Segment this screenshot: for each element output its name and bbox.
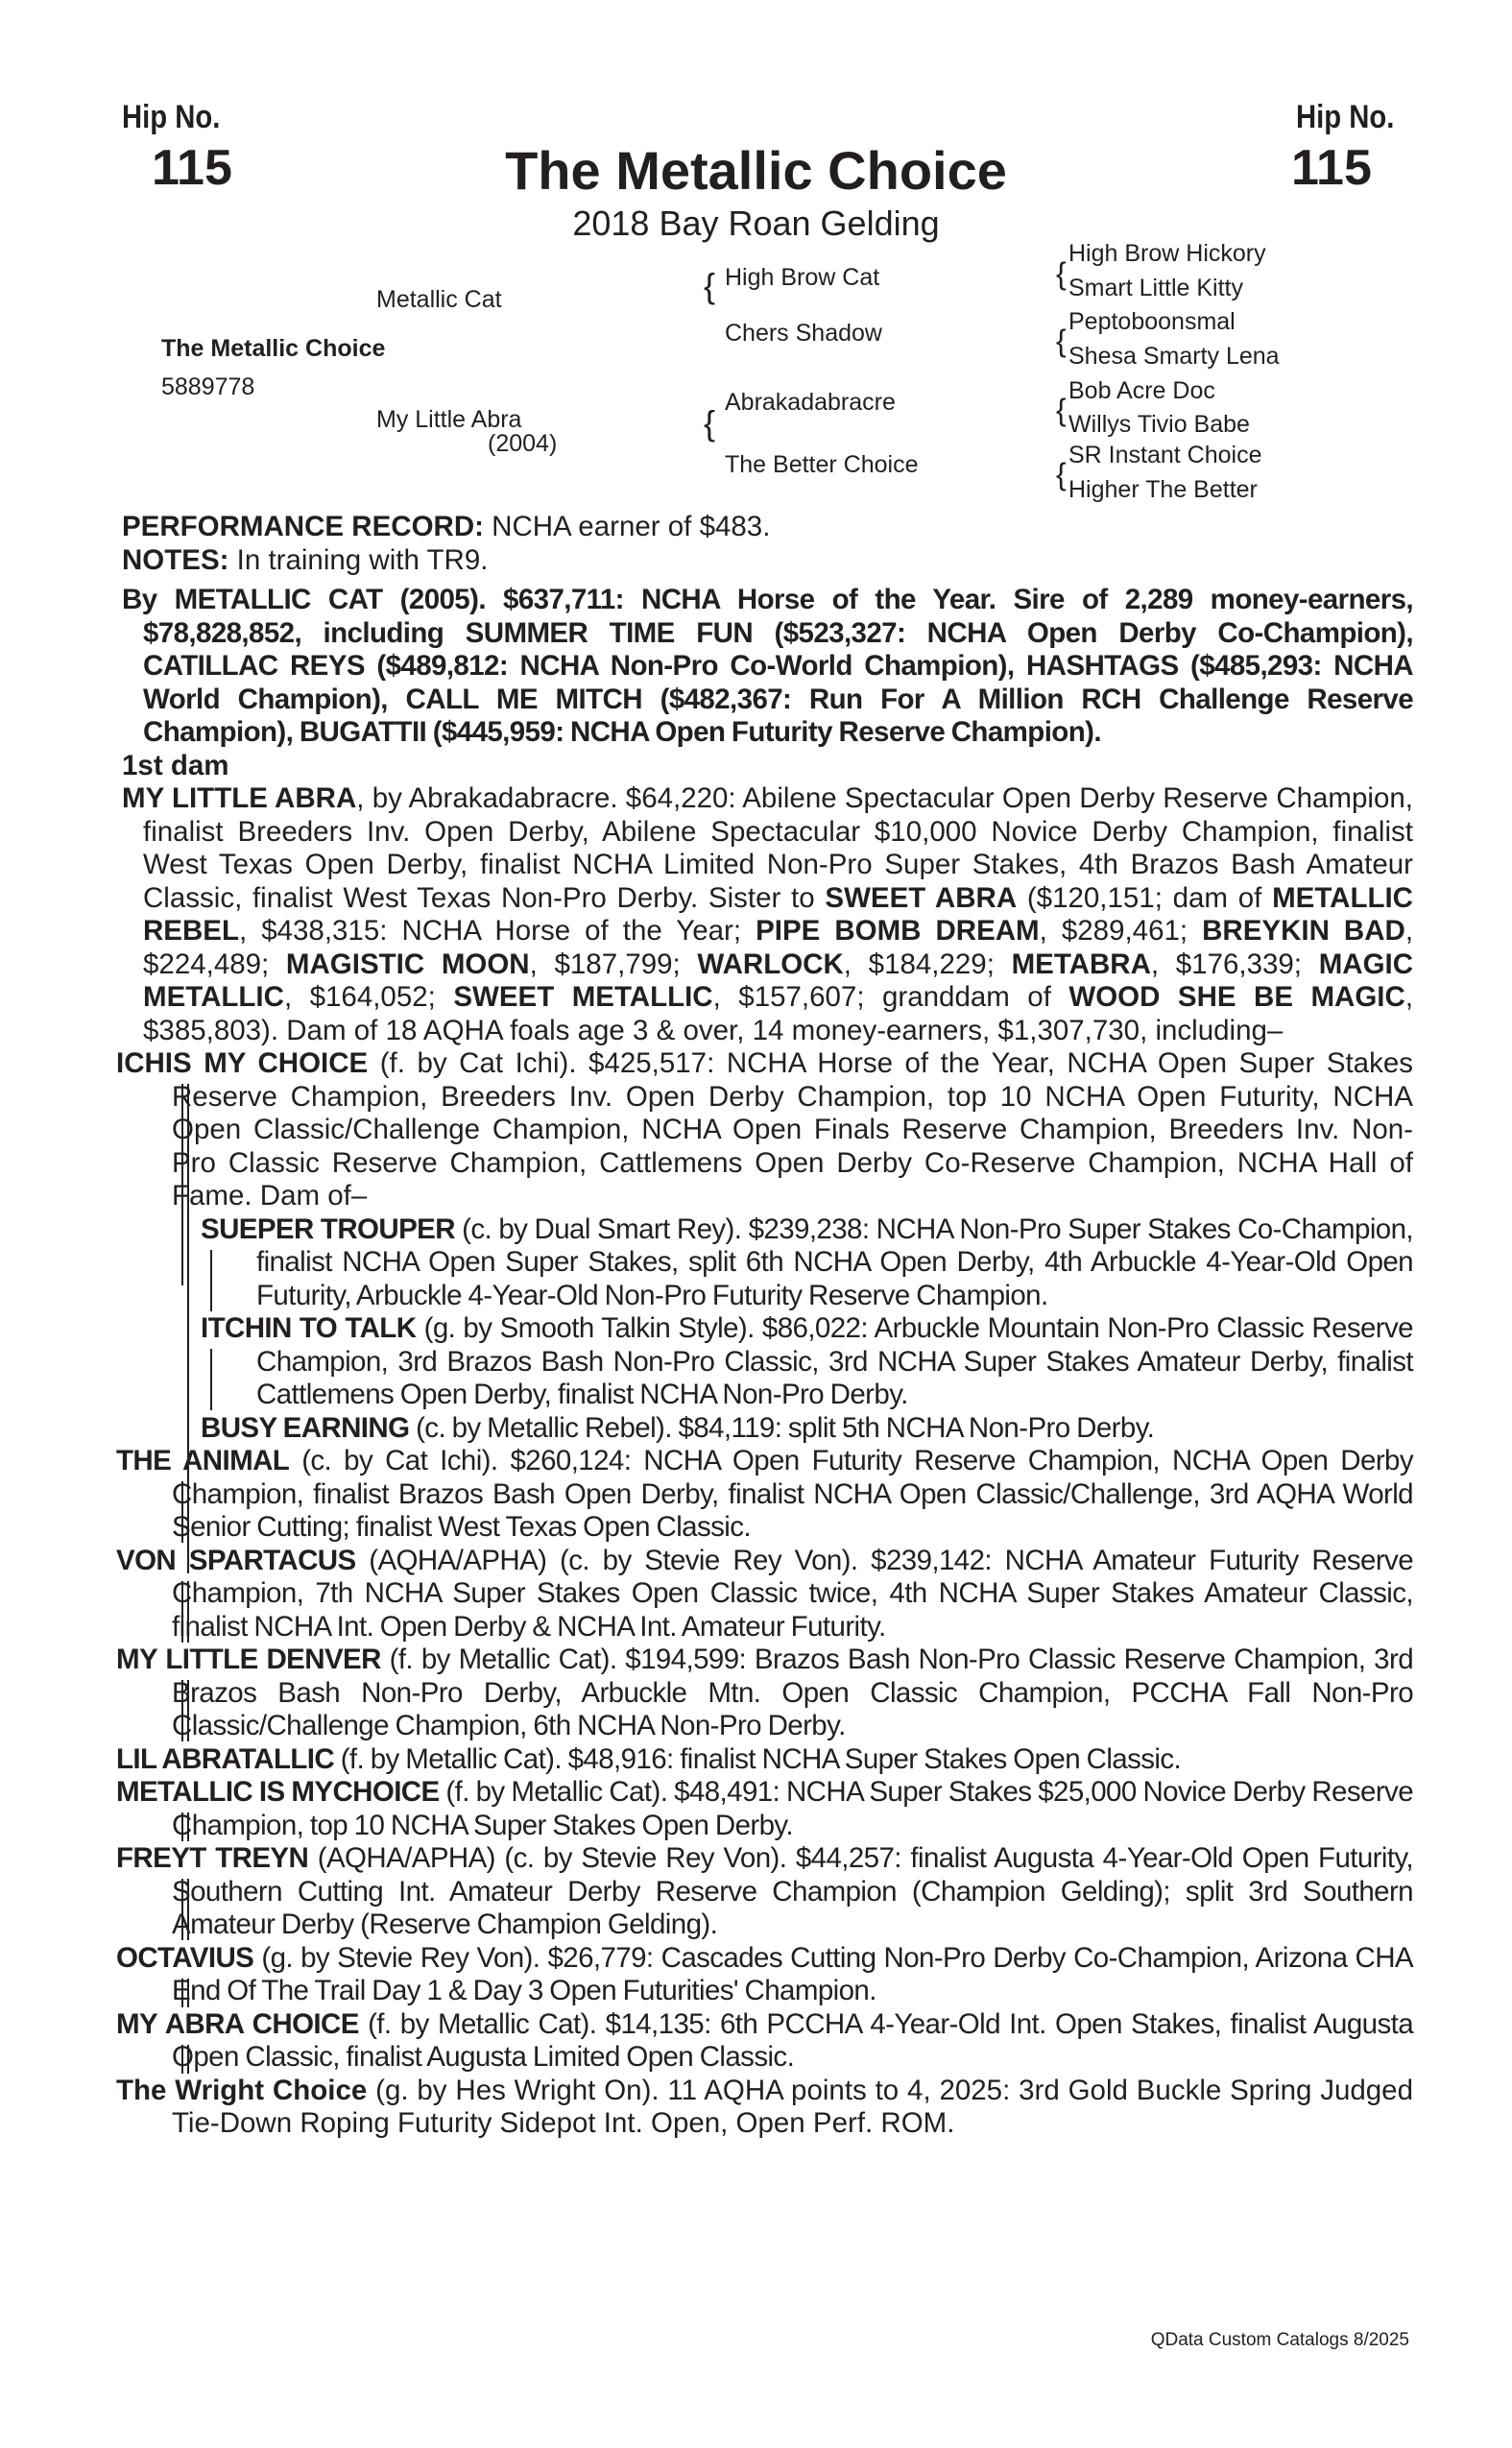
produce-item xyxy=(116,2007,1413,2075)
sibling-name: METALLIC REBEL xyxy=(143,881,1413,947)
pedigree-horse: The Metallic Choice xyxy=(161,335,386,362)
grand-produce-item xyxy=(201,1412,1413,1446)
sibling-name: SWEET ABRA xyxy=(825,881,1018,914)
notes-text: In training with TR9. xyxy=(228,543,489,576)
performance-text: NCHA earner of $483. xyxy=(483,511,771,542)
footer-credit: QData Custom Catalogs 8/2025 xyxy=(1150,2330,1409,2350)
produce-item xyxy=(116,1644,1414,1743)
grand-produce-item xyxy=(201,1213,1413,1313)
first-dam-text: , $187,799; xyxy=(529,948,698,980)
grand-produce-name: BUSY EARNING xyxy=(201,1411,410,1444)
produce-text: (g. by Hes Wright On). 11 AQHA points to 4, 2025: 3rd Gold Buckle Spring Judged Tie-Down Roping Futurity Sidepot Int. Open, Open Perf. ROM. xyxy=(172,2074,1413,2139)
produce-bar xyxy=(181,1581,183,1643)
produce-name: MY LITTLE DENVER xyxy=(116,1644,381,1675)
sibling-name: SWEET METALLIC xyxy=(453,981,713,1013)
sibling-name: WOOD SHE BE MAGIC xyxy=(1068,981,1405,1013)
sibling-name: METABRA xyxy=(1011,948,1151,980)
produce-item xyxy=(116,1941,1413,2008)
produce-name: OCTAVIUS xyxy=(116,1941,254,1974)
produce-name: ICHIS MY CHOICE xyxy=(116,1047,369,1079)
produce-item xyxy=(116,1842,1413,1942)
pedigree-sire-sire: High Brow Cat xyxy=(725,264,880,291)
first-dam-text: , $224,489; xyxy=(143,915,1414,980)
pedigree-g7: SR Instant Choice xyxy=(1068,442,1262,468)
grand-produce-bar xyxy=(210,1349,212,1410)
first-dam-paragraph xyxy=(122,782,1413,1047)
performance-record xyxy=(122,511,1413,544)
grand-produce-list xyxy=(172,1213,1413,1446)
first-dam-text: , $157,607; granddam of xyxy=(712,981,1069,1013)
first-dam-text: , $289,461; xyxy=(1039,915,1203,947)
hip-number-right: 115 xyxy=(1291,140,1372,196)
pedigree-dam: My Little Abra xyxy=(376,406,522,433)
produce-bar xyxy=(181,1979,183,2007)
first-dam-text: , $164,052; xyxy=(283,981,454,1013)
grand-produce-name: SUEPER TROUPER xyxy=(201,1212,455,1245)
grand-produce-bar xyxy=(210,1250,212,1311)
produce-list xyxy=(116,1047,1414,2141)
pedigree-g6: Willys Tivio Babe xyxy=(1068,411,1250,438)
pedigree-g1: High Brow Hickory xyxy=(1068,240,1266,267)
produce-name: THE ANIMAL xyxy=(116,1445,290,1476)
produce-item xyxy=(116,1742,1413,1777)
produce-item xyxy=(116,1544,1414,1644)
brace-g2: { xyxy=(1056,324,1067,358)
horse-name-title: The Metallic Choice xyxy=(505,140,1007,201)
produce-bar xyxy=(181,2045,183,2074)
first-dam-name: MY LITTLE ABRA xyxy=(122,782,357,814)
first-dam-text: , $176,339; xyxy=(1150,948,1319,980)
produce-bar xyxy=(187,1812,189,1841)
produce-bar xyxy=(181,1481,183,1543)
first-dam-text: ($120,151; dam of xyxy=(1017,881,1273,914)
produce-bar xyxy=(187,2045,189,2074)
produce-item xyxy=(116,2074,1413,2141)
performance-label: PERFORMANCE RECORD: xyxy=(122,511,484,542)
pedigree-dam-year: (2004) xyxy=(488,430,558,457)
first-dam-text: , $184,229; xyxy=(843,948,1012,980)
catalog-body xyxy=(116,511,1414,2141)
produce-text: (f. by Metallic Cat). $14,135: 6th PCCHA 4-Year-Old Int. Open Stakes, finalist Augusta Open Classic, finalist Augusta Limited Open Classic. xyxy=(172,2007,1413,2073)
grand-produce-name: ITCHIN TO TALK xyxy=(201,1312,417,1344)
sibling-name: WARLOCK xyxy=(697,948,844,980)
grand-produce-item xyxy=(201,1312,1413,1412)
produce-name: VON SPARTACUS xyxy=(116,1544,356,1576)
pedigree-g2: Smart Little Kitty xyxy=(1068,275,1243,301)
produce-bar xyxy=(187,1581,189,1643)
produce-name: MY ABRA CHOICE xyxy=(116,2007,359,2040)
first-dam-text: , $438,315: NCHA Horse of the Year; xyxy=(238,915,756,947)
sibling-name: BREYKIN BAD xyxy=(1202,915,1405,947)
brace-dam: { xyxy=(704,403,716,443)
hip-label-right: Hip No. xyxy=(1296,99,1395,135)
grand-produce-text: (g. by Smooth Talkin Style). $86,022: Arbuckle Mountain Non-Pro Classic Reserve Champion, 3rd Brazos Bash Non-Pro Classic, 3rd NCHA Super Stakes Amateur Derby, finalist Cattlemens Open Derby, finalist NCHA Non-Pro Derby. xyxy=(256,1312,1413,1410)
produce-text: (c. by Cat Ichi). $260,124: NCHA Open Futurity Reserve Champion, NCHA Open Derby Champion, finalist Brazos Bash Open Derby, finalist NCHA Open Classic/Challenge, 3rd AQHA World Senior Cutting; finalist West Texas Open Classic. xyxy=(172,1445,1414,1543)
produce-item xyxy=(116,1776,1413,1842)
produce-bar xyxy=(187,1879,189,1940)
hip-label-left: Hip No. xyxy=(122,99,221,135)
notes-label: NOTES: xyxy=(122,543,229,576)
produce-name: FREYT TREYN xyxy=(116,1842,309,1874)
pedigree-sire-dam: Chers Shadow xyxy=(725,320,882,347)
produce-bar xyxy=(187,1680,189,1741)
produce-name: METALLIC IS MYCHOICE xyxy=(116,1776,440,1808)
pedigree-dam-sire: Abrakadabracre xyxy=(725,389,896,416)
hip-number-left: 115 xyxy=(152,140,232,196)
first-dam-text: , by Abrakadabracre. $64,220: Abilene Spectacular Open Derby Reserve Champion, finalist Breeders Inv. Open Derby, Abilene Spectacular $10,000 Novice Derby Champion, finalist West Texas Open Derby, finalist NCHA Limited Non-Pro Super Stakes, 4th Brazos Bash Amateur Classic, finalist West Texas Non-Pro Derby. Sister to xyxy=(143,782,1413,914)
produce-item xyxy=(116,1445,1414,1545)
brace-g4: { xyxy=(1056,457,1067,492)
brace-g1: { xyxy=(1056,256,1067,291)
produce-bar xyxy=(187,1979,189,2007)
sibling-name: MAGISTIC MOON xyxy=(285,948,530,980)
pedigree-g4: Shesa Smarty Lena xyxy=(1068,343,1280,370)
pedigree-sire: Metallic Cat xyxy=(376,286,502,313)
pedigree-dam-dam: The Better Choice xyxy=(725,451,919,478)
pedigree-g8: Higher The Better xyxy=(1068,476,1258,503)
pedigree-g5: Bob Acre Doc xyxy=(1068,377,1215,404)
produce-text: (f. by Metallic Cat). $48,916: finalist NCHA Super Stakes Open Classic. xyxy=(334,1742,1182,1775)
produce-item xyxy=(116,1047,1413,1445)
produce-text: (AQHA/APHA) (c. by Stevie Rey Von). $239,142: NCHA Amateur Futurity Reserve Champion, 7th NCHA Super Stakes Open Classic twice, 4th NCHA Super Stakes Amateur Classic, finalist NCHA Int. Open Derby & NCHA Int. Amateur Futurity. xyxy=(172,1544,1414,1643)
brace-g3: { xyxy=(1056,393,1067,427)
produce-bar xyxy=(187,1481,189,1543)
produce-name: LIL ABRATALLIC xyxy=(116,1742,335,1775)
notes xyxy=(122,544,1413,578)
produce-text: (AQHA/APHA) (c. by Stevie Rey Von). $44,257: finalist Augusta 4-Year-Old Open Futurity, Southern Cutting Int. Amateur Derby Reserve Champion (Champion Gelding); split 3rd Southern Amateur Derby (Reserve Champion Gelding). xyxy=(172,1842,1413,1940)
sibling-name: MAGIC METALLIC xyxy=(143,948,1414,1013)
produce-bar xyxy=(181,1879,183,1940)
first-dam-text: , $385,803). Dam of 18 AQHA foals age 3 & over, 14 money-earners, $1,307,730, including– xyxy=(143,981,1414,1046)
brace-sire: { xyxy=(704,266,716,305)
produce-text: (f. by Metallic Cat). $48,491: NCHA Super Stakes $25,000 Novice Derby Reserve Champion, top 10 NCHA Super Stakes Open Derby. xyxy=(172,1776,1413,1841)
produce-name: The Wright Choice xyxy=(116,2074,368,2106)
grand-produce-text: (c. by Dual Smart Rey). $239,238: NCHA Non-Pro Super Stakes Co-Champion, finalist NCHA Open Super Stakes, split 6th NCHA Open Derby, 4th Arbuckle 4-Year-Old Open Futurity, Arbuckle 4-Year-Old Non-Pro Futurity Reserve Champion. xyxy=(256,1212,1413,1311)
horse-description: 2018 Bay Roan Gelding xyxy=(572,204,940,243)
sibling-name: PIPE BOMB DREAM xyxy=(756,915,1040,947)
produce-bar xyxy=(181,1680,183,1741)
pedigree-reg-number: 5889778 xyxy=(161,373,255,400)
produce-text: (f. by Cat Ichi). $425,517: NCHA Horse of the Year, NCHA Open Super Stakes Reserve Champion, Breeders Inv. Open Derby Champion, top 10 NCHA Open Futurity, NCHA Open Classic/Challenge Champion, NCHA Open Finals Reserve Champion, Breeders Inv. Non-Pro Classic Reserve Champion, Cattlemens Open Derby Co-Reserve Champion, NCHA Hall of Fame. Dam of– xyxy=(172,1047,1413,1212)
first-dam-heading: 1st dam xyxy=(122,749,229,781)
produce-text: (g. by Stevie Rey Von). $26,779: Cascades Cutting Non-Pro Derby Co-Champion, Arizona CHA End Of The Trail Day 1 & Day 3 Open Futurities' Champion. xyxy=(172,1941,1413,2006)
pedigree-g3: Peptoboonsmal xyxy=(1068,308,1236,335)
sire-paragraph: By METALLIC CAT (2005). $637,711: NCHA Horse of the Year. Sire of 2,289 money-earners, $78,828,852, including SUMMER TIME FUN ($523,327: NCHA Open Derby Co-Champion), CATILLAC REYS ($489,812: NCHA Non-Pro Co-World Champion), HASHTAGS ($485,293: NCHA World Champion), CALL ME MITCH ($482,367: Run For A Million RCH Challenge Reserve Champion), BUGATTII ($445,959: NCHA Open Futurity Reserve Champion). xyxy=(122,584,1413,748)
produce-text: (f. by Metallic Cat). $194,599: Brazos Bash Non-Pro Classic Reserve Champion, 3rd Brazos Bash Non-Pro Derby, Arbuckle Mtn. Open Classic Champion, PCCHA Fall Non-Pro Classic/Challenge Champion, 6th NCHA Non-Pro Derby. xyxy=(172,1644,1414,1741)
produce-bar xyxy=(181,1812,183,1841)
grand-produce-text: (c. by Metallic Rebel). $84,119: split 5th NCHA Non-Pro Derby. xyxy=(409,1411,1155,1444)
